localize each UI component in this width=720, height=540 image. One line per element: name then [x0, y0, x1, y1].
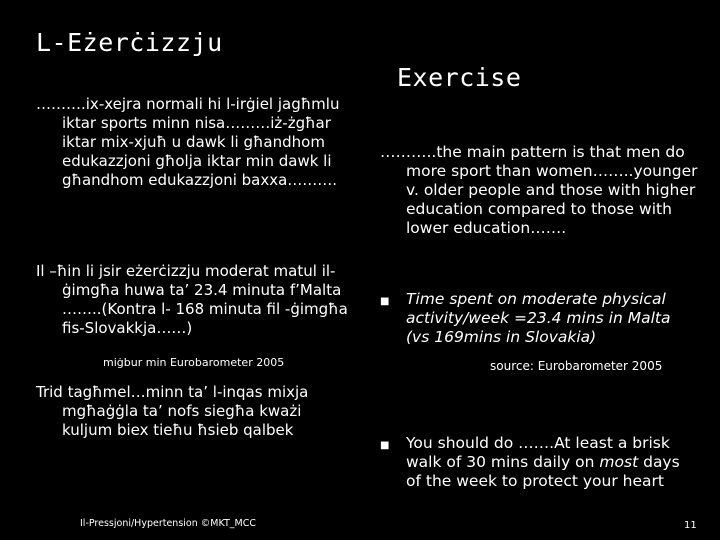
- bullet-2-emphasis: most: [599, 453, 639, 471]
- right-bullet-2-text: [406, 434, 685, 491]
- right-bullet-2: [380, 434, 685, 491]
- left-paragraph-1: ……….ix-xejra normali hi l-irġiel jagħmlu iktar sports minn nisa………iż-żgħar iktar mix-xjuħ u dawk li għandhom edukazzjoni għolja iktar min dawk li għandhom edukazzjoni baxxa……….: [36, 95, 340, 189]
- right-source: source: Eurobarometer 2005: [490, 359, 663, 373]
- page-number: 11: [684, 520, 697, 531]
- left-source: miġbur min Eurobarometer 2005: [103, 356, 285, 369]
- bullet-2-part-a: You should do …….At least a brisk walk of 30 mins daily on: [406, 434, 670, 471]
- left-paragraph-3: Trid tagħmel…minn ta’ l-inqas mixja mgħaġġla ta’ nofs siegħa kważi kuljum biex tieħu ħsieb qalbek: [36, 383, 309, 439]
- square-bullet-icon: ■: [380, 296, 390, 307]
- right-title: Exercise: [397, 63, 522, 92]
- right-bullet-1-text: Time spent on moderate physical activity/week =23.4 mins in Malta (vs 169mins in Slovakia): [406, 290, 671, 346]
- bullet-2-part-b: days of the week to protect your heart: [406, 453, 680, 490]
- square-bullet-icon: ■: [380, 440, 390, 451]
- left-title: L-Eżerċizzju: [36, 28, 223, 57]
- right-paragraph-1: ………..the main pattern is that men do more sport than women……..younger v. older people and those with higher education compared to those with lower education…….: [380, 143, 698, 237]
- footer-text: Il-Pressjoni/Hypertension ©MKT_MCC: [80, 518, 256, 529]
- left-paragraph-2: Il –ħin li jsir eżerċizzju moderat matul il-ġimgħa huwa ta’ 23.4 minuta f’Malta ……..(Kontra l- 168 minuta fil -ġimgħa fis-Slovakkja……): [36, 262, 348, 337]
- right-bullet-1: [380, 290, 685, 347]
